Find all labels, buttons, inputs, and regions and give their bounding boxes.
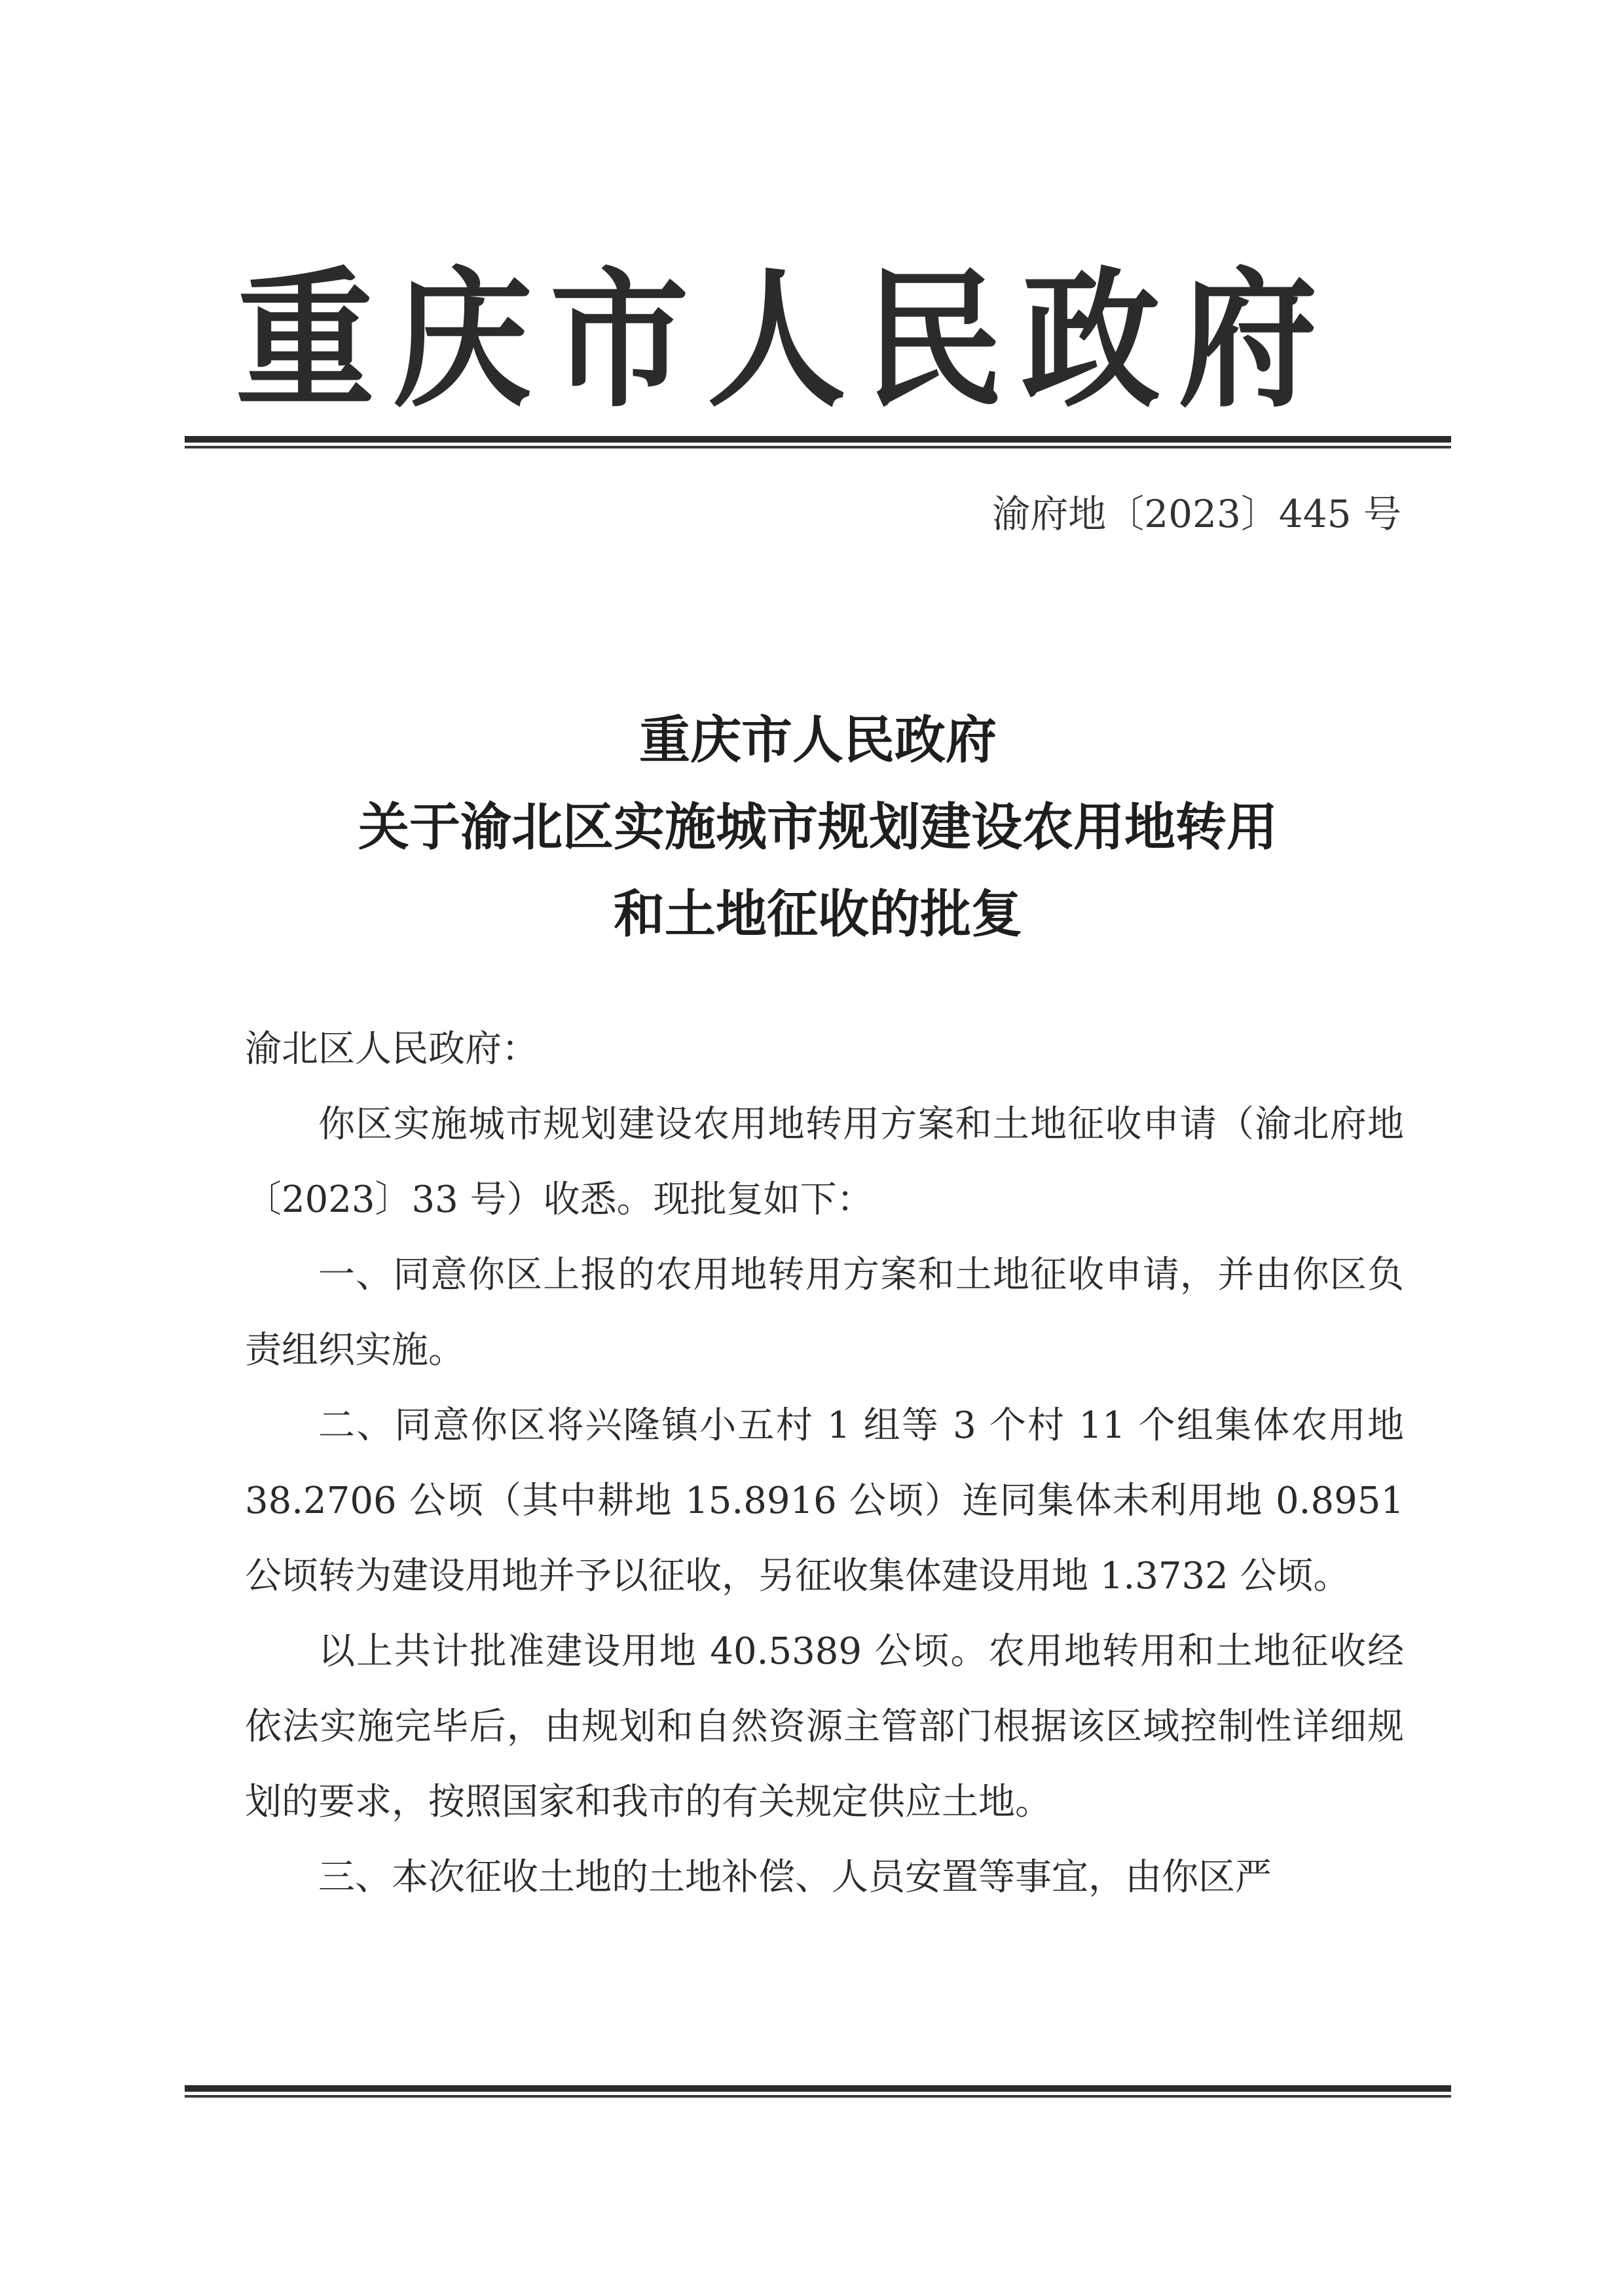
footer-divider	[185, 2085, 1451, 2100]
title-line: 关于渝北区实施城市规划建设农用地转用	[358, 798, 1278, 857]
paragraph: 三、本次征收土地的土地补偿、人员安置等事宜，由你区严	[318, 1856, 1272, 1899]
addressee: 渝北区人民政府：	[245, 1028, 538, 1070]
paragraph: 你区实施城市规划建设农用地转用方案和土地征收申请（渝北府地〔2023〕33 号）收悉。现批复如下：	[245, 1103, 1404, 1221]
title-line: 重庆市人民政府	[638, 711, 997, 770]
paragraph: 二、同意你区将兴隆镇小五村 1 组等 3 个村 11 个组集体农用地 38.2706 公顷（其中耕地 15.8916 公顷）连同集体未利用地 0.8951 公顷转为建设用地并予以征收，另征收集体建设用地 1.3732 公顷。	[245, 1404, 1404, 1597]
document-number: 渝府地〔2023〕445 号	[992, 492, 1401, 536]
letterhead-divider	[185, 436, 1451, 450]
title-line: 和土地征收的批复	[613, 885, 1022, 944]
document-body	[245, 1011, 1404, 1915]
letterhead-title: 重庆市人民政府	[236, 253, 1336, 428]
paragraph: 一、同意你区上报的农用地转用方案和土地征收申请，并由你区负责组织实施。	[245, 1254, 1404, 1372]
paragraph: 以上共计批准建设用地 40.5389 公顷。农用地转用和土地征收经依法实施完毕后，由规划和自然资源主管部门根据该区域控制性详细规划的要求，按照国家和我市的有关规定供应土地。	[245, 1630, 1404, 1823]
document-title	[185, 697, 1451, 958]
